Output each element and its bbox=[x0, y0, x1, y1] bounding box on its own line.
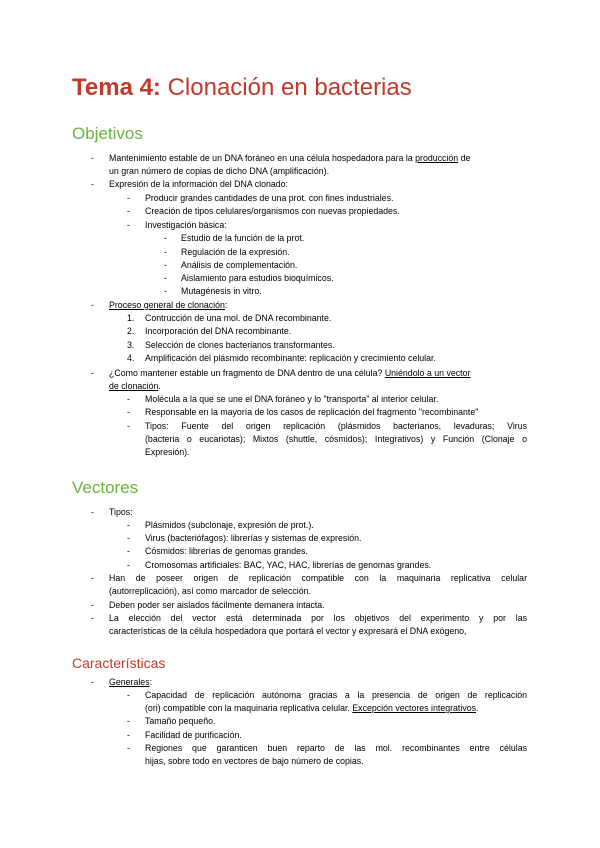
objetivos-subsub-1: Estudio de la función de la prot. bbox=[181, 233, 305, 243]
step-number: 3. bbox=[127, 340, 135, 350]
vectores-item-4-line-1: La elección del vector está determinada por los objetivos del experimento y por las bbox=[109, 613, 527, 623]
section-heading-vectores: Vectores bbox=[72, 478, 139, 497]
bullet: - bbox=[127, 193, 130, 203]
bullet: - bbox=[164, 273, 167, 283]
objetivos-sub-1: Producir grandes cantidades de una prot. con fines industriales. bbox=[145, 193, 394, 203]
step-number: 1. bbox=[127, 313, 135, 323]
vectores-item-4-line-2: características de la célula hospedadora que portará el vector y expresará el DNA exógeno, bbox=[109, 626, 467, 636]
text-segment: : bbox=[149, 677, 153, 687]
title-text: Clonación en bacterias bbox=[160, 74, 412, 101]
bullet: - bbox=[164, 260, 167, 270]
caracteristicas-sub-4-line-2: hijas, sobre todo en vectores de bajo número de copias. bbox=[145, 756, 364, 766]
bullet: - bbox=[91, 600, 94, 610]
bullet: - bbox=[127, 206, 130, 216]
objetivos-subsub-5: Mutagénesis in vitro. bbox=[181, 286, 262, 296]
bullet: - bbox=[91, 179, 94, 189]
vectores-item-3: Deben poder ser aislados fácilmente demanera intacta. bbox=[109, 600, 325, 610]
caracteristicas-sub-1-line-2 bbox=[145, 702, 478, 715]
objetivos-subsub-4: Aislamiento para estudios bioquímicos. bbox=[181, 273, 334, 283]
bullet: - bbox=[127, 220, 130, 230]
objetivos-item-2: Expresión de la información del DNA clonado: bbox=[109, 179, 288, 189]
caracteristicas-sub-4-line-1: Regiones que garanticen buen reparto de las mol. recombinantes entre células bbox=[145, 743, 527, 753]
bullet: - bbox=[127, 743, 130, 753]
text-segment: Mantenimiento estable de un DNA foráneo en una célula hospedadora para la bbox=[109, 153, 416, 163]
title-number: Tema 4: bbox=[72, 74, 161, 101]
bullet: - bbox=[91, 573, 94, 583]
text-segment: . bbox=[158, 381, 161, 391]
bullet: - bbox=[127, 407, 130, 417]
step-text: Amplificación del plásmido recombinante: replicación y crecimiento celular. bbox=[145, 353, 436, 363]
objetivos-item-3 bbox=[109, 299, 227, 312]
step-text: Incorporación del DNA recombinante. bbox=[145, 326, 292, 336]
vector-tipos-line-1: Tipos: Fuente del origen replicación (plásmidos bacterianos, levaduras; Virus bbox=[145, 421, 527, 431]
objetivos-item-1-line-1 bbox=[109, 152, 470, 165]
caracteristicas-sub-3: Facilidad de purificación. bbox=[145, 730, 242, 740]
vectores-item-2-line-2: (autorreplicación), así como marcador de selección. bbox=[109, 586, 311, 596]
vector-tipos-line-3: Expresión). bbox=[145, 447, 190, 457]
caracteristicas-generales bbox=[109, 676, 152, 689]
text-segment: (ori) compatible con la maquinaria replicativa celular. bbox=[145, 703, 353, 713]
objetivos-item-4-line-1 bbox=[109, 367, 470, 380]
bullet: - bbox=[127, 560, 130, 570]
section-heading-objetivos: Objetivos bbox=[72, 124, 143, 143]
text-segment: . bbox=[476, 703, 479, 713]
bullet: - bbox=[91, 507, 94, 517]
link-produccion[interactable]: producción bbox=[415, 153, 459, 163]
bullet: - bbox=[127, 690, 130, 700]
bullet: - bbox=[91, 677, 94, 687]
proceso-general-label: Proceso general de clonación bbox=[109, 300, 225, 310]
bullet: - bbox=[164, 247, 167, 257]
step-text: Contrucción de una mol. de DNA recombinante. bbox=[145, 313, 332, 323]
vectores-tipo-2: Virus (bacteriófagos): librerías y sistemas de expresión. bbox=[145, 533, 362, 543]
bullet: - bbox=[127, 394, 130, 404]
text-segment: : bbox=[224, 300, 228, 310]
vector-def-1: Molécula a la que se une el DNA foráneo y lo "transporta" al interior celular. bbox=[145, 394, 439, 404]
objetivos-subsub-3: Análisis de complementación. bbox=[181, 260, 298, 270]
bullet: - bbox=[91, 153, 94, 163]
generales-label: Generales bbox=[109, 677, 150, 687]
bullet: - bbox=[127, 716, 130, 726]
bullet: - bbox=[127, 546, 130, 556]
bullet: - bbox=[127, 520, 130, 530]
section-heading-caracteristicas: Características bbox=[72, 655, 166, 671]
link-excepcion-vectores[interactable]: Excepción vectores integrativos bbox=[352, 703, 477, 713]
objetivos-sub-2: Creación de tipos celulares/organismos con nuevas propiedades. bbox=[145, 206, 400, 216]
step-text: Selección de clones bacterianos transformantes. bbox=[145, 340, 335, 350]
link-vector-clonacion-cont[interactable]: de clonación bbox=[109, 381, 159, 391]
objetivos-item-1-line-2: un gran número de copias de dicho DNA (amplificación). bbox=[109, 166, 330, 176]
vectores-tipos-label: Tipos: bbox=[109, 507, 133, 517]
objetivos-sub-3: Investigación básica: bbox=[145, 220, 227, 230]
step-number: 2. bbox=[127, 326, 135, 336]
bullet: - bbox=[91, 613, 94, 623]
bullet: - bbox=[164, 286, 167, 296]
bullet: - bbox=[127, 730, 130, 740]
text-segment: ¿Como mantener estable un fragmento de DNA dentro de una célula? bbox=[109, 368, 385, 378]
bullet: - bbox=[91, 368, 94, 378]
bullet: - bbox=[91, 300, 94, 310]
objetivos-item-4-line-2 bbox=[109, 380, 161, 393]
bullet: - bbox=[127, 533, 130, 543]
link-vector-clonacion[interactable]: Uniéndolo a un vector bbox=[384, 368, 471, 378]
page-title bbox=[72, 73, 412, 103]
vectores-item-2-line-1: Han de poseer origen de replicación compatible con la maquinaria replicativa celular bbox=[109, 573, 527, 583]
caracteristicas-sub-2: Tamaño pequeño. bbox=[145, 716, 216, 726]
step-number: 4. bbox=[127, 353, 135, 363]
text-segment: de bbox=[458, 153, 471, 163]
vectores-tipo-3: Cósmidos: librerías de genomas grandes. bbox=[145, 546, 308, 556]
vectores-tipo-1: Plásmidos (subclonaje, expresión de prot.). bbox=[145, 520, 314, 530]
bullet: - bbox=[127, 421, 130, 431]
vector-def-2: Responsable en la mayoría de los casos de replicación del fragmento "recombinante" bbox=[145, 407, 479, 417]
caracteristicas-sub-1-line-1: Capacidad de replicación autónoma gracias a la presencia de origen de replicación bbox=[145, 690, 527, 700]
vector-tipos-line-2: (bacteria o eucariotas); Mixtos (shuttle, cósmidos); Integrativos) y Función (Clonaje o bbox=[145, 434, 527, 444]
objetivos-subsub-2: Regulación de la expresión. bbox=[181, 247, 290, 257]
bullet: - bbox=[164, 233, 167, 243]
vectores-tipo-4: Cromosomas artificiales: BAC, YAC, HAC, librerías de genomas grandes. bbox=[145, 560, 432, 570]
